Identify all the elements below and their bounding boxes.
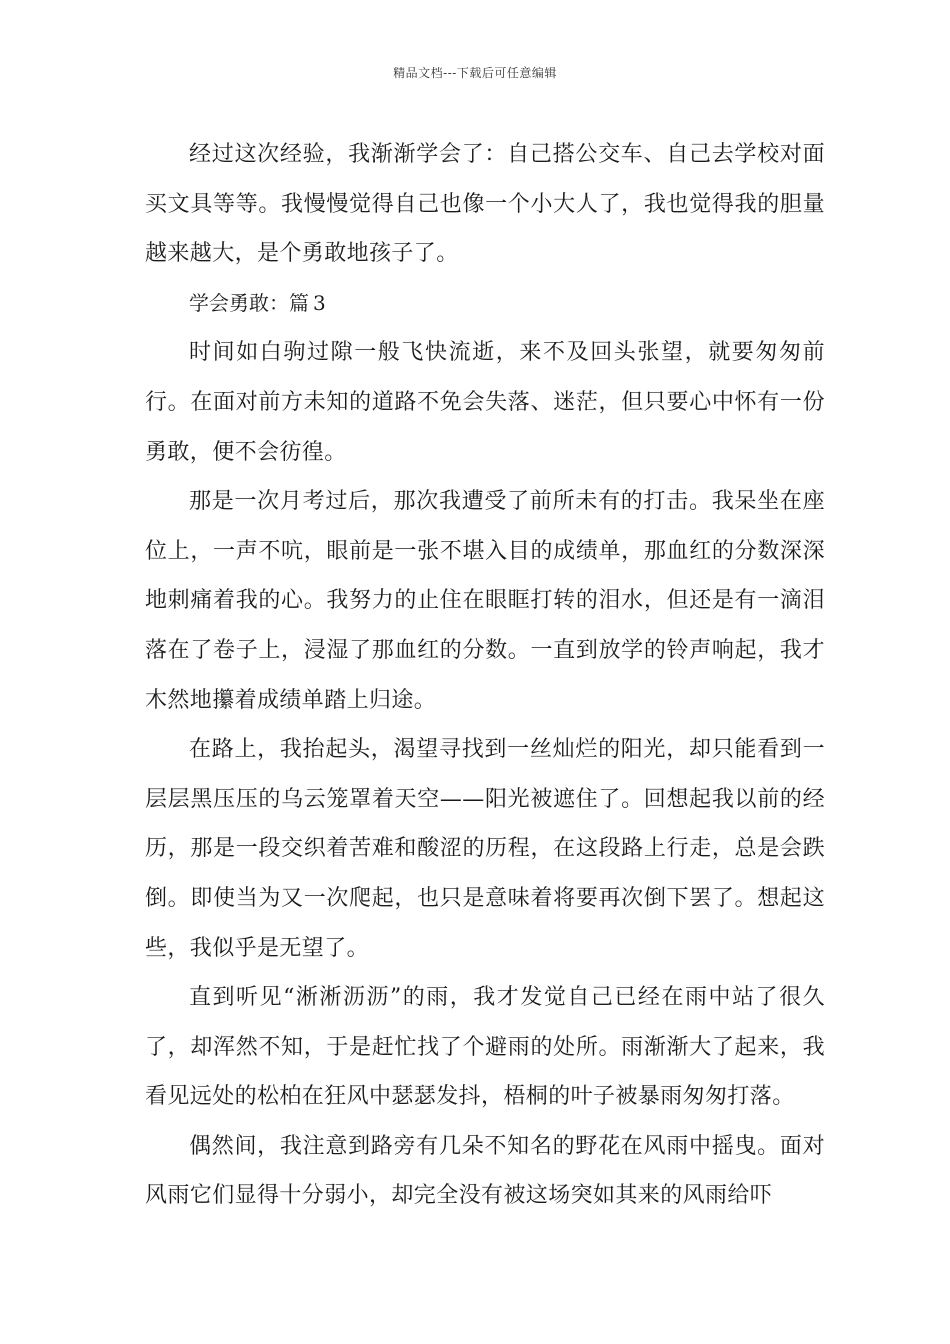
paragraph: 直到听见“淅淅沥沥”的雨，我才发觉自己已经在雨中站了很久了，却浑然不知，于是赶忙找了个避雨的处所。雨渐渐大了起来，我看见远处的松柏在狂风中瑟瑟发抖，梧桐的叶子被暴雨匆匆打落。 [145, 985, 825, 1110]
paragraph: 那是一次月考过后，那次我遭受了前所未有的打击。我呆坐在座位上，一声不吭，眼前是一张不堪入目的成绩单，那血红的分数深深地刺痛着我的心。我努力的止住在眼眶打转的泪水，但还是有一滴泪落在了卷子上，浸湿了那血红的分数。一直到放学的铃声响起，我才木然地攥着成绩单踏上归途。 [145, 489, 825, 713]
page-header: 精品文档---下载后可任意编辑 [393, 66, 557, 80]
paragraph: 经过这次经验，我渐渐学会了：自己搭公交车、自己去学校对面买文具等等。我慢慢觉得自己也像一个小大人了，我也觉得我的胆量越来越大，是个勇敢地孩子了。 [145, 142, 825, 267]
section-heading [145, 279, 825, 329]
paragraph: 在路上，我抬起头，渴望寻找到一丝灿烂的阳光，却只能看到一层层黑压压的乌云笼罩着天空——阳光被遮住了。回想起我以前的经历，那是一段交织着苦难和酸涩的历程，在这段路上行走，总是会跌倒。即使当为又一次爬起，也只是意味着将要再次倒下罢了。想起这些，我似乎是无望了。 [145, 737, 825, 961]
paragraph: 时间如白驹过隙一般飞快流逝，来不及回头张望，就要匆匆前行。在面对前方未知的道路不免会失落、迷茫，但只要心中怀有一份勇敢，便不会彷徨。 [145, 340, 825, 465]
paragraph: 偶然间，我注意到路旁有几朵不知名的野花在风雨中摇曳。面对风雨它们显得十分弱小，却完全没有被这场突如其来的风雨给吓 [145, 1133, 825, 1209]
section-title: 学会勇敢：篇 [189, 290, 309, 315]
section-number: 3 [313, 290, 326, 315]
document-body [145, 130, 825, 1221]
